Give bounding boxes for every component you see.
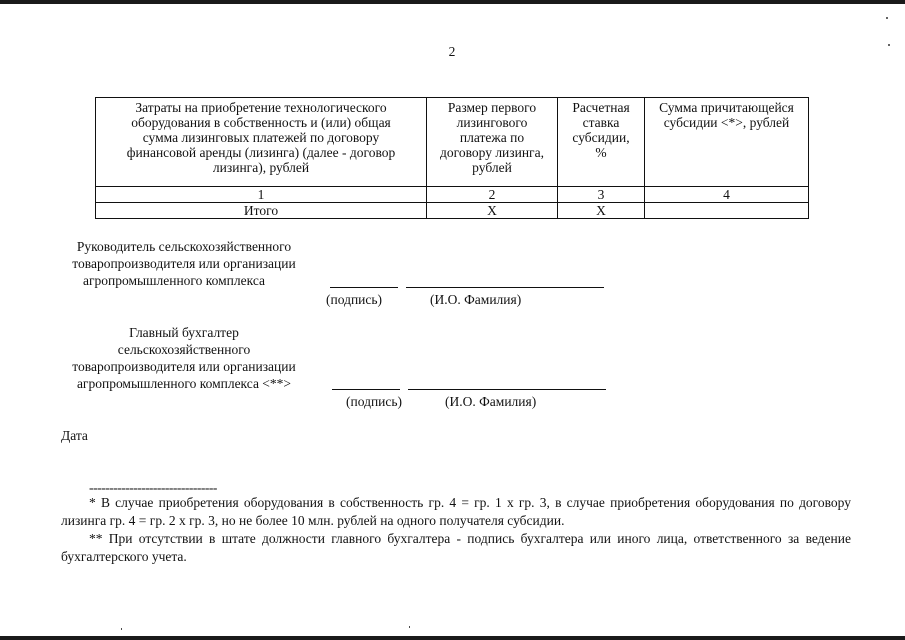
total-cell: X xyxy=(427,203,558,219)
header-cell-costs: Затраты на приобретение технологического оборудования в собственность и (или) общая сумма лизинговых платежей по договору финансовой аренды (лизинга) (далее - договор лизинга), рублей xyxy=(96,98,427,187)
column-number: 3 xyxy=(558,187,645,203)
role-line: товаропроизводителя или организации xyxy=(72,256,296,271)
footnote-1: * В случае приобретения оборудования в собственность гр. 4 = гр. 1 x гр. 3, в случае приобретения оборудования по договору лизинга гр. 4 = гр. 2 x гр. 3, но не более 10 млн. рублей на одного получателя субсидии. xyxy=(61,495,851,528)
name-caption: (И.О. Фамилия) xyxy=(445,394,537,409)
total-cell: X xyxy=(558,203,645,219)
column-number: 2 xyxy=(427,187,558,203)
role-line: товаропроизводителя или организации xyxy=(72,359,296,374)
signature-line xyxy=(330,287,398,288)
table-number-row xyxy=(96,187,809,203)
signature-line xyxy=(332,389,400,390)
footnote-separator: -------------------------------- xyxy=(89,480,217,495)
role-line: агропромышленного комплекса <**> xyxy=(76,376,292,391)
name-caption: (И.О. Фамилия) xyxy=(430,292,522,307)
header-cell-subsidy: Сумма причитающейся субсидии <*>, рублей xyxy=(645,98,809,187)
scan-border-bottom xyxy=(0,636,905,640)
header-cell-first-payment: Размер первого лизингового платежа по договору лизинга, рублей xyxy=(427,98,558,187)
role-line: сельскохозяйственного xyxy=(117,342,251,357)
scan-speck xyxy=(121,628,122,630)
scan-border-top xyxy=(0,0,905,4)
column-number: 1 xyxy=(96,187,427,203)
signature-caption: (подпись) xyxy=(346,394,403,409)
total-label: Итого xyxy=(96,203,427,219)
page-number: 2 xyxy=(448,44,456,59)
header-cell-rate: Расчетная ставка субсидии, % xyxy=(558,98,645,187)
footnote-2: ** При отсутствии в штате должности главного бухгалтера - подпись бухгалтера или иного лица, ответственного за ведение бухгалтерского учета. xyxy=(61,531,851,564)
date-label: Дата xyxy=(61,428,88,443)
scan-speck xyxy=(888,44,890,46)
total-cell xyxy=(645,203,809,219)
name-line xyxy=(408,389,606,390)
role-line: Руководитель сельскохозяйственного xyxy=(76,239,292,254)
column-number: 4 xyxy=(645,187,809,203)
role-line: Главный бухгалтер xyxy=(129,325,239,340)
name-line xyxy=(406,287,604,288)
signature-caption: (подпись) xyxy=(326,292,383,307)
subsidy-table xyxy=(95,97,809,219)
scan-speck xyxy=(886,17,888,19)
role-line: агропромышленного комплекса xyxy=(83,273,265,288)
table-total-row xyxy=(96,203,809,219)
table-header-row xyxy=(96,98,809,187)
signature-role-accountant xyxy=(50,324,318,392)
scan-speck xyxy=(409,626,410,628)
signature-role-head xyxy=(50,238,318,289)
